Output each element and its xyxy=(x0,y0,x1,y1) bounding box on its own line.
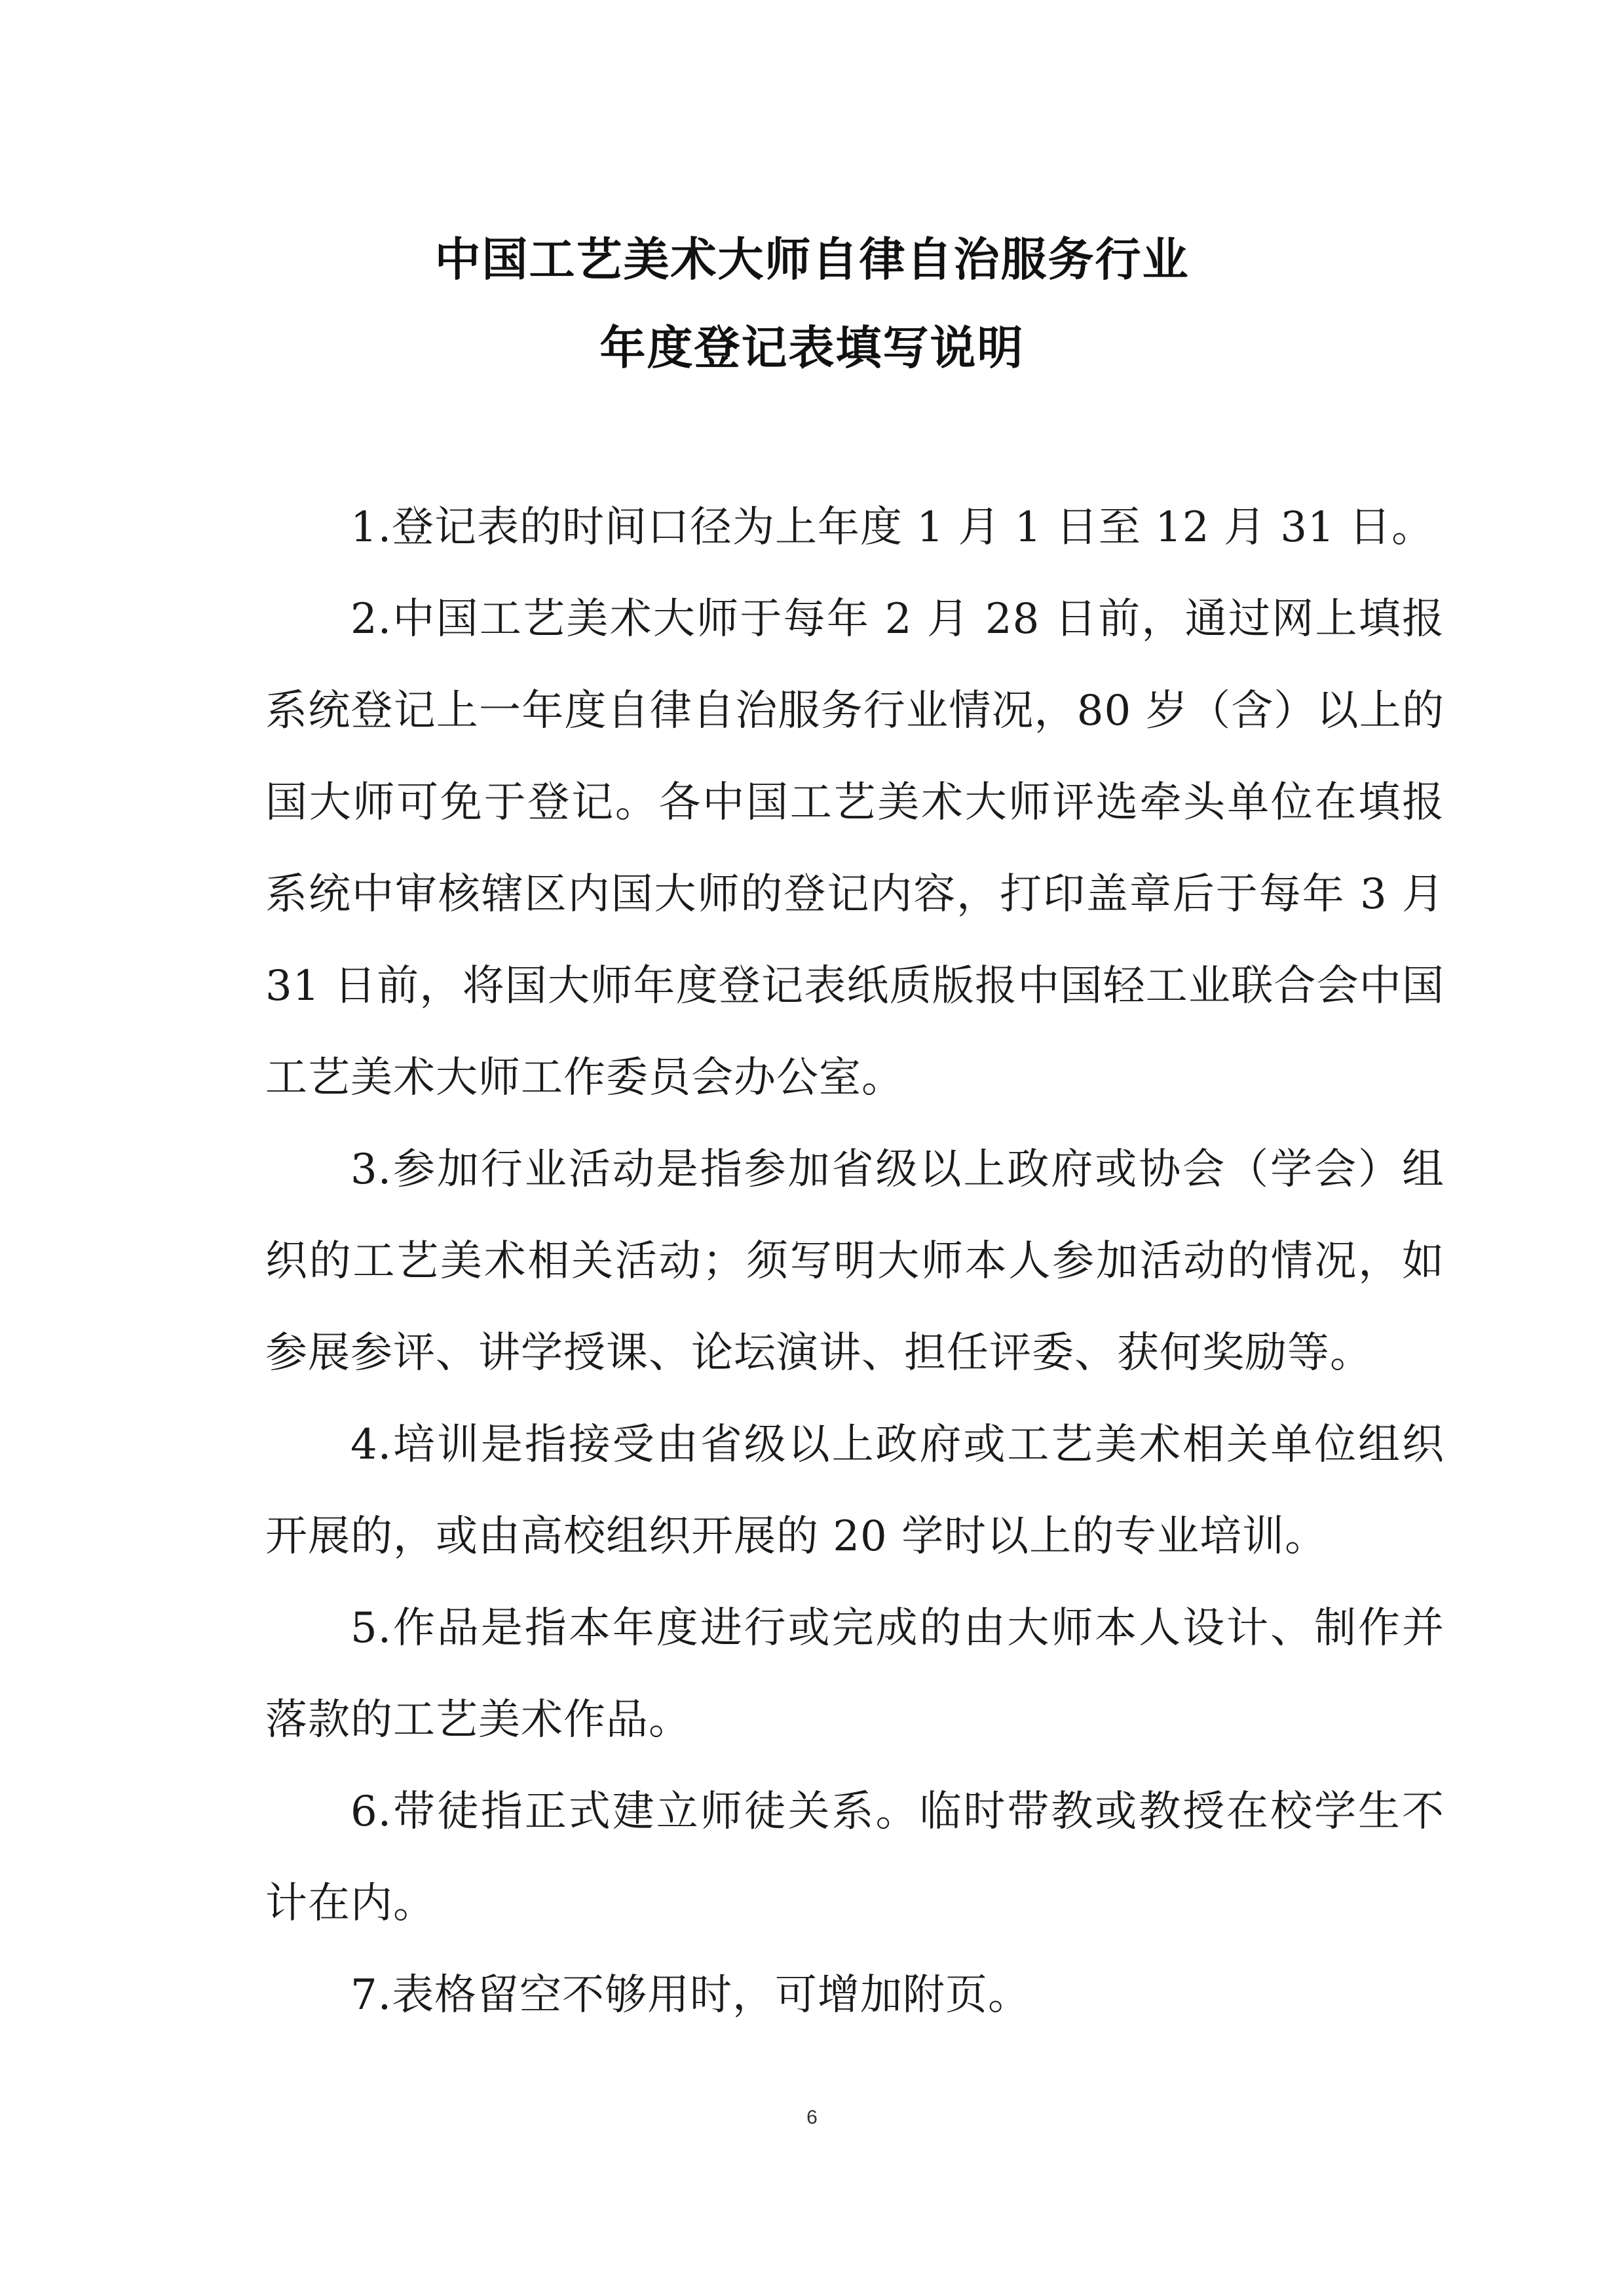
instructions-body xyxy=(265,482,1445,2041)
instruction-item-7: 7.表格留空不够用时，可增加附页。 xyxy=(350,1971,1031,2019)
instruction-item-3: 3.参加行业活动是指参加省级以上政府或协会（学会）组织的工艺美术相关活动；须写明大师本人参加活动的情况，如参展参评、讲学授课、论坛演讲、担任评委、获何奖励等。 xyxy=(265,1145,1445,1377)
instruction-item-2: 2.中国工艺美术大师于每年 2 月 28 日前，通过网上填报系统登记上一年度自律自治服务行业情况，80 岁（含）以上的国大师可免于登记。各中国工艺美术大师评选牵头单位在填报系统中审核辖区内国大师的登记内容，打印盖章后于每年 3 月 31 日前，将国大师年度登记表纸质版报中国轻工业联合会中国工艺美术大师工作委员会办公室。 xyxy=(265,595,1445,1102)
instruction-item-1: 1.登记表的时间口径为上年度 1 月 1 日至 12 月 31 日。 xyxy=(350,503,1435,552)
instruction-item-4: 4.培训是指接受由省级以上政府或工艺美术相关单位组织开展的，或由高校组织开展的 20 学时以上的专业培训。 xyxy=(265,1421,1445,1561)
page-number: 6 xyxy=(806,2107,818,2128)
document-title-line-2: 年度登记表填写说明 xyxy=(599,320,1025,375)
document-title-line-1: 中国工艺美术大师自律自治服务行业 xyxy=(434,232,1190,286)
instruction-item-6: 6.带徒指正式建立师徒关系。临时带教或教授在校学生不计在内。 xyxy=(265,1788,1445,1928)
instruction-item-5: 5.作品是指本年度进行或完成的由大师本人设计、制作并落款的工艺美术作品。 xyxy=(265,1604,1445,1744)
